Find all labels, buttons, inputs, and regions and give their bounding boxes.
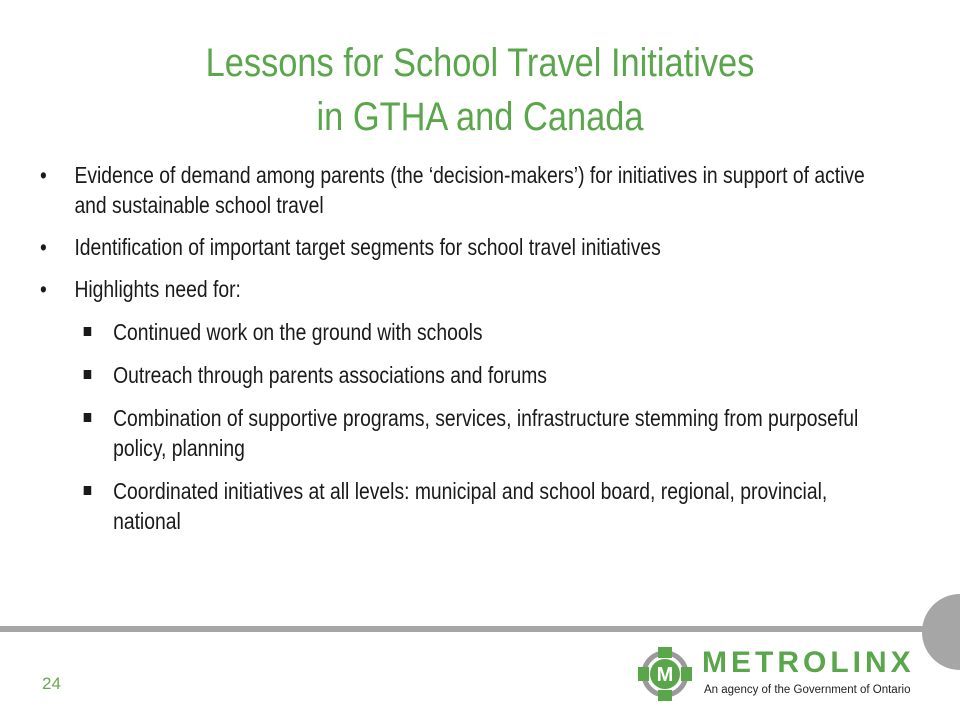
- brand-name: METROLINX: [702, 646, 915, 679]
- sub-bullet-text: Coordinated initiatives at all levels: municipal and school board, regional, provincial, national: [113, 478, 828, 534]
- bullet-item: [40, 232, 893, 262]
- sub-bullet-item: [40, 317, 894, 347]
- square-bullet-icon: [84, 413, 92, 422]
- logo-letter: M: [656, 664, 674, 686]
- sub-bullet-text: Combination of supportive programs, services, infrastructure stemming from purposeful policy, planning: [113, 405, 859, 461]
- metrolinx-logo-icon: [636, 645, 694, 703]
- square-bullet-icon: [84, 327, 92, 336]
- slide-title: [67, 36, 893, 144]
- bullet-dot-icon: •: [40, 276, 47, 302]
- bullet-text: Evidence of demand among parents (the ‘decision-makers’) for initiatives in support of active and sustainable school travel: [74, 162, 865, 218]
- sub-bullet-text: Continued work on the ground with schools: [113, 319, 483, 345]
- bullet-text: Highlights need for:: [74, 276, 241, 302]
- footer-circle-decoration: [922, 594, 960, 670]
- bullet-dot-icon: •: [40, 162, 47, 188]
- slide-title-line-2: in GTHA and Canada: [316, 95, 644, 139]
- footer-divider: [0, 626, 940, 632]
- bullet-item: [40, 160, 893, 220]
- bullet-dot-icon: •: [40, 234, 47, 260]
- bullet-item: [40, 274, 893, 304]
- brand-tagline: An agency of the Government of Ontario: [704, 684, 911, 696]
- sub-bullet-item: [40, 360, 894, 390]
- sub-bullet-text: Outreach through parents associations and forums: [113, 362, 547, 388]
- slide-body: [40, 160, 865, 536]
- bullet-text: Identification of important target segments for school travel initiatives: [74, 234, 661, 260]
- square-bullet-icon: [84, 370, 92, 379]
- slide-title-line-1: Lessons for School Travel Initiatives: [205, 41, 755, 85]
- sub-bullet-item: [40, 476, 894, 536]
- sub-bullet-item: [40, 403, 894, 463]
- page-number: 24: [42, 674, 61, 693]
- square-bullet-icon: [84, 486, 92, 495]
